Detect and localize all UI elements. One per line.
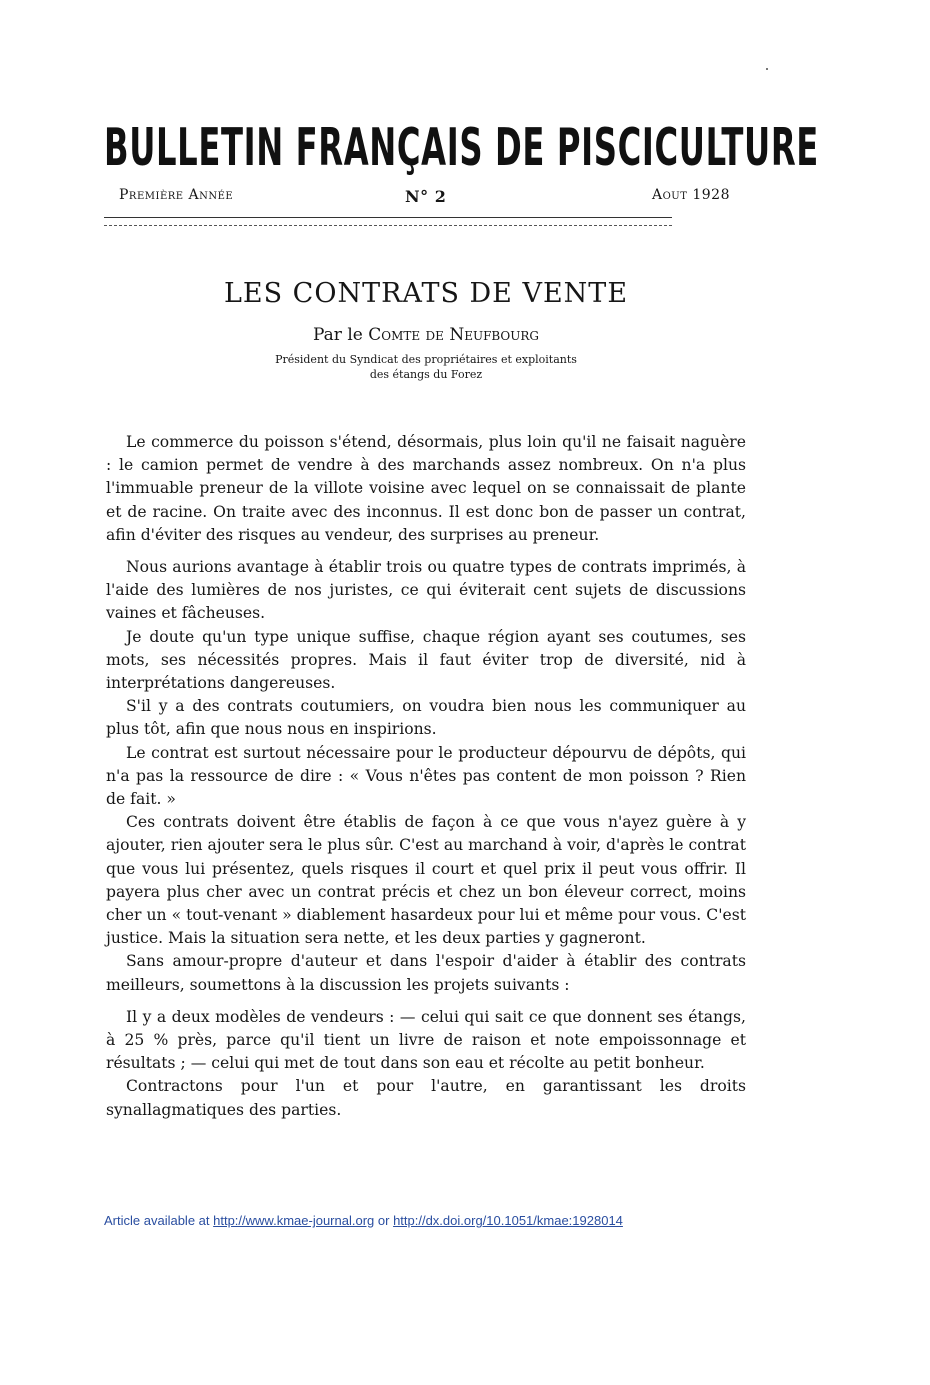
paragraph: Contractons pour l'un et pour l'autre, en garantissant les droits synallagmatiques des parties. bbox=[106, 1077, 746, 1119]
journal-masthead: BULLETIN FRANÇAIS DE PISCICULTURE bbox=[104, 118, 819, 178]
paragraph: Ces contrats doivent être établis de façon à ce que vous n'ayez guère à y ajouter, rien ajouter sera le plus sûr. C'est au marchand à voir, d'après le contrat que vous lui présentez, quels risques il court et quel prix il peut vous offrir. Il payera plus cher avec un contrat précis et chez un bon éleveur correct, moins cher un « tout-venant » diablement hasardeux pour lui et même pour vous. C'est justice. Mais la situation sera nette, et les deux parties y gagneront. bbox=[106, 813, 746, 948]
availability-prefix: Article available at bbox=[104, 1213, 210, 1228]
header-rule-bottom bbox=[104, 225, 672, 226]
journal-link[interactable]: http://www.kmae-journal.org bbox=[213, 1213, 375, 1228]
doi-link[interactable]: http://dx.doi.org/10.1051/kmae:1928014 bbox=[393, 1213, 623, 1228]
availability-note bbox=[104, 1213, 623, 1228]
paragraph: S'il y a des contrats coutumiers, on voudra bien nous les communiquer au plus tôt, afin que nous nous en inspirions. bbox=[106, 697, 746, 739]
paragraph: Le commerce du poisson s'étend, désormais, plus loin qu'il ne faisait naguère : le camion permet de vendre à des marchands assez nombreux. On n'a plus l'immuable preneur de la villote voisine avec lequel on se connaissait de plante et de racine. On traite avec des inconnus. Il est donc bon de passer un contrat, afin d'éviter des risques au vendeur, des surprises au preneur. bbox=[106, 433, 746, 544]
paragraph: Le contrat est surtout nécessaire pour le producteur dépourvu de dépôts, qui n'a pas la ressource de dire : « Vous n'êtes pas content de mon poisson ? Rien de fait. » bbox=[106, 743, 746, 809]
paragraph: Nous aurions avantage à établir trois ou quatre types de contrats imprimés, à l'aide des lumières de nos juristes, ce qui éviterait cent sujets de discussions vaines et fâcheuses. bbox=[106, 558, 746, 623]
article-title: LES CONTRATS DE VENTE bbox=[223, 278, 629, 309]
byline-prefix: Par le bbox=[312, 325, 363, 345]
article-byline bbox=[0, 325, 852, 345]
speck bbox=[766, 68, 768, 70]
issue-year: Première Année bbox=[119, 187, 234, 203]
paragraph: Sans amour-propre d'auteur et dans l'espoir d'aider à établir des contrats meilleurs, soumettons à la discussion les projets suivants : bbox=[106, 952, 746, 994]
paragraph: Il y a deux modèles de vendeurs : — celui qui sait ce que donnent ses étangs, à 25 % près, parce qu'il tient un livre de raison et note empoissonnage et résultats ; — celui qui met de tout dans son eau et récolte au petit bonheur. bbox=[106, 1007, 746, 1073]
author-name: Comte de Neufbourg bbox=[368, 325, 540, 345]
availability-or: or bbox=[377, 1213, 390, 1228]
header-rule-top bbox=[104, 217, 672, 218]
issue-number: N° 2 bbox=[405, 187, 447, 206]
paragraph: Je doute qu'un type unique suffise, chaque région ayant ses coutumes, ses mots, ses nécessités propres. Mais il faut éviter trop de diversité, nid à interprétations dangereuses. bbox=[106, 627, 746, 693]
issue-date: Aout 1928 bbox=[652, 187, 730, 203]
author-affiliation-line-1: Président du Syndicat des propriétaires et exploitants bbox=[275, 353, 577, 366]
author-affiliation-line-2: des étangs du Forez bbox=[369, 368, 483, 381]
article-body bbox=[106, 431, 746, 1122]
